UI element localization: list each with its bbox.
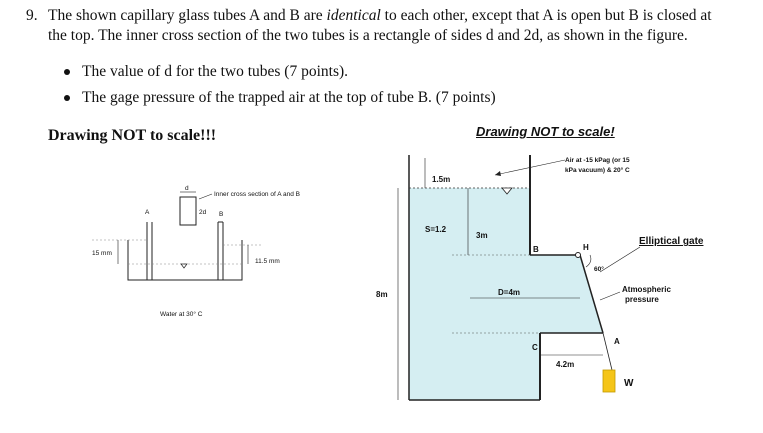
angle-label: 60° xyxy=(594,266,604,273)
question-line1-a: The shown capillary glass tubes A and B are xyxy=(48,7,327,24)
dim-4-2-label: 4.2m xyxy=(556,360,575,369)
point-b-label: B xyxy=(533,245,539,254)
angle-arc xyxy=(586,255,591,267)
bullet-item: The value of d for the two tubes (7 points). xyxy=(62,62,496,88)
right-figure-heading: Drawing NOT to scale! xyxy=(476,124,615,139)
label-tube-a: A xyxy=(145,209,150,216)
dim-3-label: 3m xyxy=(476,231,488,240)
gate-label: Elliptical gate xyxy=(639,236,704,247)
capillary-figure xyxy=(92,185,300,318)
gate-leader xyxy=(600,247,640,272)
label-2d: 2d xyxy=(199,209,207,216)
air-label-line1: Air at -15 kPag (or 15 xyxy=(565,157,630,164)
water-container xyxy=(128,240,242,280)
hinge-icon xyxy=(576,253,581,258)
note-leader xyxy=(199,194,212,199)
air-label-line2: kPa vacuum) & 20° C xyxy=(565,167,630,174)
question-line1-em: identical xyxy=(326,7,381,24)
water-level-marker xyxy=(181,264,187,268)
dim-8-label: 8m xyxy=(376,290,388,299)
point-a-label: A xyxy=(614,337,620,346)
dim-15-label: 15 mm xyxy=(92,250,112,257)
weight-label: W xyxy=(624,378,634,389)
dim-11-5-label: 11.5 mm xyxy=(255,258,280,265)
left-figure-heading: Drawing NOT to scale!!! xyxy=(48,127,217,144)
atm-label-line1: Atmospheric xyxy=(622,285,671,294)
water-label: Water at 30° C xyxy=(160,311,203,318)
specific-gravity-label: S=1.2 xyxy=(425,225,447,234)
weight-rope xyxy=(603,333,612,370)
cross-section-note: Inner cross section of A and B xyxy=(214,191,300,198)
label-tube-b: B xyxy=(219,211,224,218)
cross-section-rect xyxy=(180,197,196,225)
question-number: 9. xyxy=(26,7,38,24)
point-c-label: C xyxy=(532,343,538,352)
bullet-item: The gage pressure of the trapped air at the top of tube B. (7 points) xyxy=(62,88,496,114)
diameter-label: D=4m xyxy=(498,288,521,297)
atm-label-line2: pressure xyxy=(625,295,659,304)
weight-block xyxy=(603,370,615,392)
point-h-label: H xyxy=(583,243,589,252)
label-d: d xyxy=(185,185,189,192)
dim-1-5-label: 1.5m xyxy=(432,175,451,184)
air-leader-arrow xyxy=(495,171,501,176)
question-line2: the top. The inner cross section of the two tubes is a rectangle of sides d and 2d, as shown in the figure. xyxy=(48,27,688,44)
atm-leader xyxy=(600,292,620,300)
tank-figure xyxy=(376,155,704,400)
question-line1-b: to each other, except that A is open but B is closed at xyxy=(380,7,712,24)
